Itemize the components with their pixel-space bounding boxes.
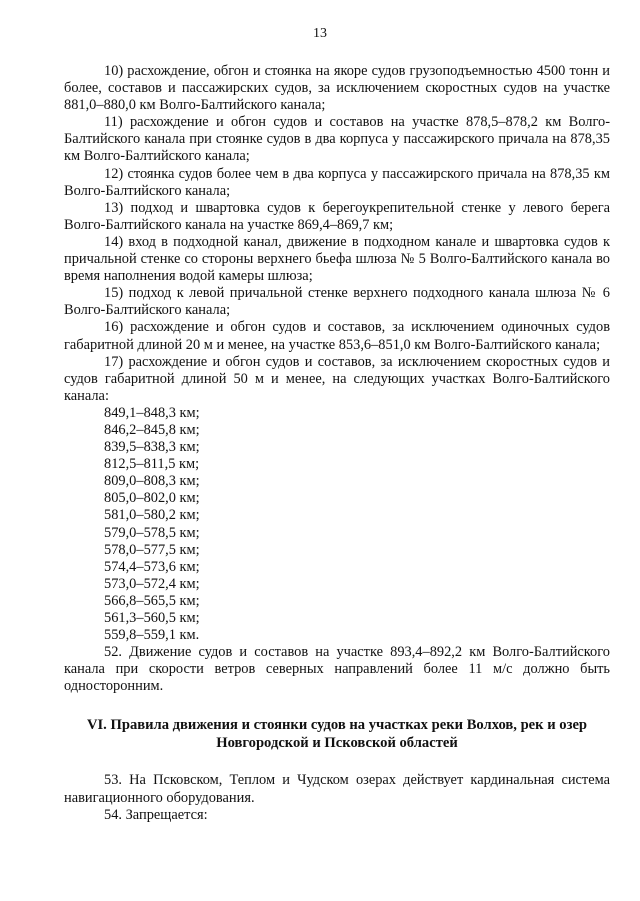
canal-sections-list bbox=[64, 405, 610, 644]
item-16: 16) расхождение и обгон судов и составов, за исключением одиночных судов габаритной длиной 20 м и менее, на участке 853,6–851,0 км Волго-Балтийского канала; bbox=[64, 319, 610, 353]
list-item: 579,0–578,5 км; bbox=[104, 524, 200, 541]
list-item: 566,8–565,5 км; bbox=[104, 592, 200, 609]
item-12: 12) стоянка судов более чем в два корпуса у пассажирского причала на 878,35 км Волго-Балтийского канала; bbox=[64, 165, 610, 199]
list-item: 573,0–572,4 км; bbox=[104, 575, 200, 592]
paragraph-52: 52. Движение судов и составов на участке 893,4–892,2 км Волго-Балтийского канала при скорости ветров северных направлений более 11 м/с должно быть односторонним. bbox=[64, 644, 610, 695]
list-item: 574,4–573,6 км; bbox=[104, 558, 200, 575]
paragraph-53: 53. На Псковском, Теплом и Чудском озерах действует кардинальная система навигационного оборудования. bbox=[64, 772, 610, 806]
list-item: 559,8–559,1 км. bbox=[104, 627, 200, 644]
item-15: 15) подход к левой причальной стенке верхнего подходного канала шлюза № 6 Волго-Балтийского канала; bbox=[64, 285, 610, 319]
page-number: 13 bbox=[313, 26, 327, 41]
item-17: 17) расхождение и обгон судов и составов, за исключением скоростных судов и судов габаритной длиной 50 м и менее, на следующих участках Волго-Балтийского канала: bbox=[64, 353, 610, 404]
item-14: 14) вход в подходной канал, движение в подходном канале и швартовка судов к причальной стенке со стороны верхнего бьефа шлюза № 5 Волго-Балтийского канала во время наполнения водой камеры шлюза; bbox=[64, 233, 610, 285]
list-item: 809,0–808,3 км; bbox=[104, 473, 200, 490]
list-item: 581,0–580,2 км; bbox=[104, 507, 200, 524]
list-item: 578,0–577,5 км; bbox=[104, 541, 200, 558]
item-10: 10) расхождение, обгон и стоянка на якоре судов грузоподъемностью 4500 тонн и более, составов и пассажирских судов, за исключением скоростных судов на участке 881,0–880,0 км Волго-Балтийского канала; bbox=[64, 63, 610, 114]
paragraph-54: 54. Запрещается: bbox=[104, 806, 208, 823]
section-heading: VI. Правила движения и стоянки судов на участках реки Волхов, рек и озер Новгородской и Псковской областей bbox=[86, 717, 588, 751]
list-item: 839,5–838,3 км; bbox=[104, 439, 200, 456]
item-11: 11) расхождение и обгон судов и составов на участке 878,5–878,2 км Волго-Балтийского канала при стоянке судов в два корпуса у пассажирского причала на 878,35 км Волго-Балтийского канала; bbox=[64, 114, 610, 165]
list-item: 849,1–848,3 км; bbox=[104, 404, 200, 421]
list-item: 846,2–845,8 км; bbox=[104, 421, 200, 438]
list-item: 561,3–560,5 км; bbox=[104, 610, 200, 626]
document-body bbox=[64, 63, 610, 824]
list-item: 805,0–802,0 км; bbox=[104, 490, 200, 507]
item-13: 13) подход и швартовка судов к берегоукрепительной стенке у левого берега Волго-Балтийского канала на участке 869,4–869,7 км; bbox=[64, 199, 610, 233]
list-item: 812,5–811,5 км; bbox=[104, 456, 200, 473]
